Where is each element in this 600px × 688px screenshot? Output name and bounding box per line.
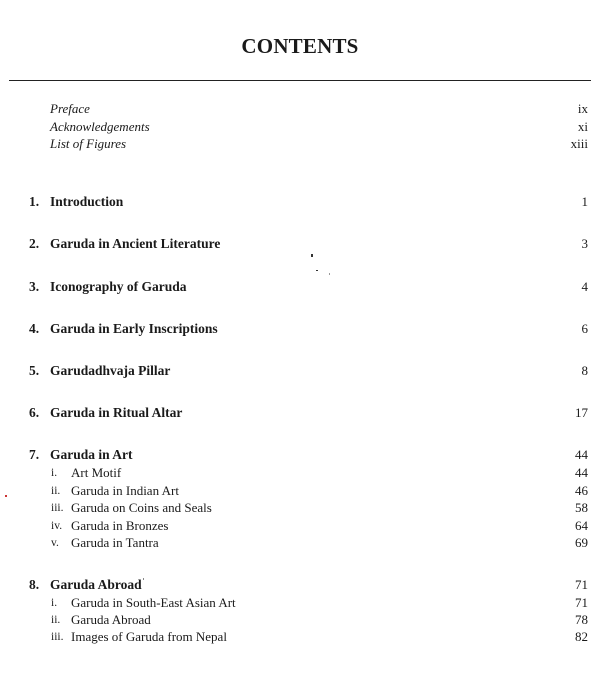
chapter-title: Garudadhvaja Pillar: [50, 363, 171, 378]
section-title: Garuda in Indian Art: [71, 483, 179, 498]
chapter-title: Iconography of Garuda: [50, 279, 187, 294]
toc-chapter-4: [0, 320, 600, 338]
section-title: Art Motif: [71, 465, 122, 480]
section-number: v.: [51, 537, 59, 549]
chapter-page: 8: [581, 363, 588, 378]
toc-chapter-8: [0, 576, 600, 594]
toc-section: [0, 499, 600, 517]
heading-rule: [9, 80, 591, 81]
toc-chapter-2: [0, 235, 600, 253]
chapter-title: Introduction: [50, 194, 124, 209]
chapter-title: Garuda in Ritual Altar: [50, 405, 183, 420]
chapter-page: 4: [581, 279, 588, 294]
toc-section: [0, 611, 600, 629]
scan-speck: [311, 254, 313, 257]
entry-page: xiii: [570, 136, 588, 151]
section-page: 64: [575, 518, 588, 533]
chapter-title: Garuda in Ancient Literature: [50, 236, 221, 251]
section-title: Garuda in Tantra: [71, 535, 159, 550]
chapter-title: Garuda in Early Inscriptions: [50, 321, 218, 336]
chapter-number: 4.: [29, 321, 40, 336]
section-page: 78: [575, 612, 588, 627]
toc-entry-acknowledgements: [0, 118, 600, 136]
section-number: iii.: [51, 631, 64, 643]
toc-entry-list-of-figures: [0, 135, 600, 153]
toc-chapter-7: [0, 446, 600, 464]
section-title: Images of Garuda from Nepal: [71, 629, 227, 644]
toc-chapter-6: [0, 404, 600, 422]
chapter-page: 44: [575, 447, 588, 462]
section-page: 82: [575, 629, 588, 644]
toc-section: [0, 517, 600, 535]
chapter-page: 1: [581, 194, 588, 209]
section-number: i.: [51, 597, 58, 609]
section-title: Garuda Abroad: [71, 612, 151, 627]
chapter-number: 7.: [29, 447, 40, 462]
toc-chapter-1: [0, 193, 600, 211]
chapter-title: Garuda Abroad: [50, 577, 142, 592]
scan-speck: [316, 270, 318, 271]
chapter-number: 3.: [29, 279, 40, 294]
chapter-number: 1.: [29, 194, 40, 209]
toc-section: [0, 628, 600, 646]
contents-heading: CONTENTS: [241, 34, 359, 58]
chapter-page: 3: [581, 236, 588, 251]
section-number: iv.: [51, 520, 63, 532]
entry-title: List of Figures: [50, 136, 127, 151]
section-title: Garuda in Bronzes: [71, 518, 169, 533]
scan-speck: [5, 495, 7, 497]
toc-section: [0, 594, 600, 612]
scan-speck: [143, 578, 144, 580]
section-number: i.: [51, 467, 58, 479]
chapter-title: Garuda in Art: [50, 447, 133, 462]
entry-page: ix: [577, 101, 588, 116]
scan-speck: [329, 273, 330, 275]
chapter-number: 5.: [29, 363, 40, 378]
section-number: ii.: [51, 614, 61, 626]
entry-title: Preface: [50, 101, 90, 116]
chapter-number: 8.: [29, 577, 40, 592]
entry-page: xi: [577, 119, 588, 134]
chapter-page: 71: [575, 577, 588, 592]
toc-chapter-5: [0, 362, 600, 380]
toc-entry-preface: [0, 100, 600, 118]
toc-section: [0, 464, 600, 482]
toc-chapter-3: [0, 278, 600, 296]
section-title: Garuda on Coins and Seals: [71, 500, 212, 515]
toc-section: [0, 482, 600, 500]
section-page: 58: [575, 500, 588, 515]
section-page: 69: [575, 535, 588, 550]
section-number: iii.: [51, 502, 64, 514]
chapter-page: 6: [581, 321, 588, 336]
entry-title: Acknowledgements: [50, 119, 150, 134]
chapter-number: 6.: [29, 405, 40, 420]
section-page: 44: [575, 465, 588, 480]
chapter-page: 17: [575, 405, 588, 420]
section-title: Garuda in South-East Asian Art: [71, 595, 236, 610]
chapter-number: 2.: [29, 236, 40, 251]
section-page: 46: [575, 483, 588, 498]
section-page: 71: [575, 595, 588, 610]
section-number: ii.: [51, 485, 61, 497]
toc-section: [0, 534, 600, 552]
